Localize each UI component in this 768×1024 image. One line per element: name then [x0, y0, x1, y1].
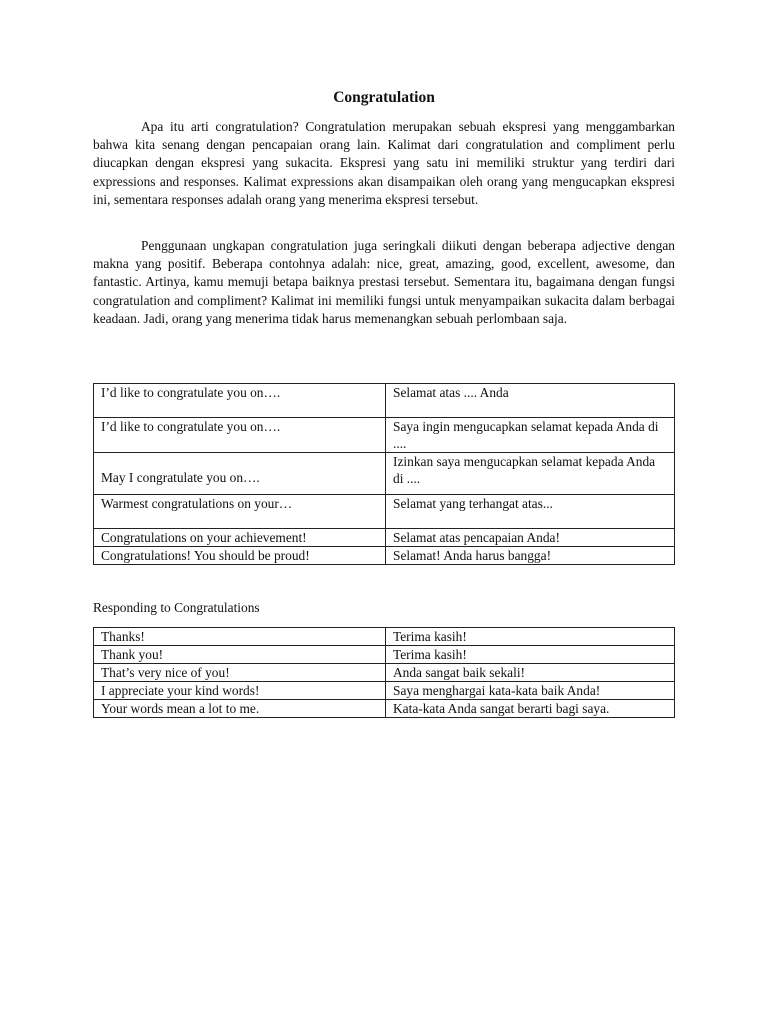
table-cell-english: May I congratulate you on….: [94, 453, 386, 495]
table-cell-english: I appreciate your kind words!: [94, 682, 386, 700]
table-cell-indonesian: Selamat! Anda harus bangga!: [386, 547, 675, 565]
table-row: [94, 646, 675, 664]
table-cell-english: I’d like to congratulate you on….: [94, 384, 386, 418]
table-cell-english: Warmest congratulations on your…: [94, 495, 386, 529]
expressions-table: [93, 383, 675, 565]
table-cell-indonesian: Selamat yang terhangat atas...: [386, 495, 675, 529]
table-row: [94, 664, 675, 682]
table-cell-indonesian: Selamat atas pencapaian Anda!: [386, 529, 675, 547]
table-cell-english: That’s very nice of you!: [94, 664, 386, 682]
responses-heading: Responding to Congratulations: [93, 600, 260, 615]
table-row: [94, 682, 675, 700]
page-title: Congratulation: [333, 89, 435, 106]
table-cell-indonesian: Selamat atas .... Anda: [386, 384, 675, 418]
table-cell-indonesian: Terima kasih!: [386, 646, 675, 664]
usage-paragraph: Penggunaan ungkapan congratulation juga seringkali diikuti dengan beberapa adjective dengan makna yang positif. Beberapa contohnya adalah: nice, great, amazing, good, excellent, awesome, dan fantastic. Artinya, kamu memuji betapa baiknya prestasi tersebut. Sementara itu, bagaimana dengan fungsi congratulation and compliment? Kalimat ini memiliki fungsi untuk menyampaikan sukacita dalam berbagai keadaan. Jadi, orang yang menerima tidak harus memenangkan sebuah perlombaan saja.: [93, 238, 675, 326]
table-cell-english: I’d like to congratulate you on….: [94, 418, 386, 453]
table-row: [94, 547, 675, 565]
table-cell-english: Congratulations on your achievement!: [94, 529, 386, 547]
table-cell-english: Your words mean a lot to me.: [94, 700, 386, 718]
table-cell-indonesian: Saya ingin mengucapkan selamat kepada Anda di ....: [386, 418, 675, 453]
table-cell-indonesian: Terima kasih!: [386, 628, 675, 646]
table-cell-indonesian: Izinkan saya mengucapkan selamat kepada Anda di ....: [386, 453, 675, 495]
table-cell-english: Thanks!: [94, 628, 386, 646]
table-cell-indonesian: Kata-kata Anda sangat berarti bagi saya.: [386, 700, 675, 718]
table-row: [94, 700, 675, 718]
table-cell-indonesian: Anda sangat baik sekali!: [386, 664, 675, 682]
table-row: [94, 495, 675, 529]
responses-table: [93, 627, 675, 718]
table-row: [94, 384, 675, 418]
table-row: [94, 628, 675, 646]
intro-paragraph: Apa itu arti congratulation? Congratulation merupakan sebuah ekspresi yang menggambarkan bahwa kita senang dengan pencapaian orang lain. Kalimat dari congratulation and compliment perlu diucapkan dengan ekspresi yang sukacita. Ekspresi yang satu ini memiliki struktur yang terdiri dari expressions and responses. Kalimat expressions akan disampaikan oleh orang yang mengucapkan ekspresi ini, sementara responses adalah orang yang menerima ekspresi tersebut.: [93, 119, 675, 207]
table-cell-english: Congratulations! You should be proud!: [94, 547, 386, 565]
table-cell-indonesian: Saya menghargai kata-kata baik Anda!: [386, 682, 675, 700]
table-row: [94, 418, 675, 453]
table-cell-english: Thank you!: [94, 646, 386, 664]
table-row: [94, 453, 675, 495]
table-row: [94, 529, 675, 547]
